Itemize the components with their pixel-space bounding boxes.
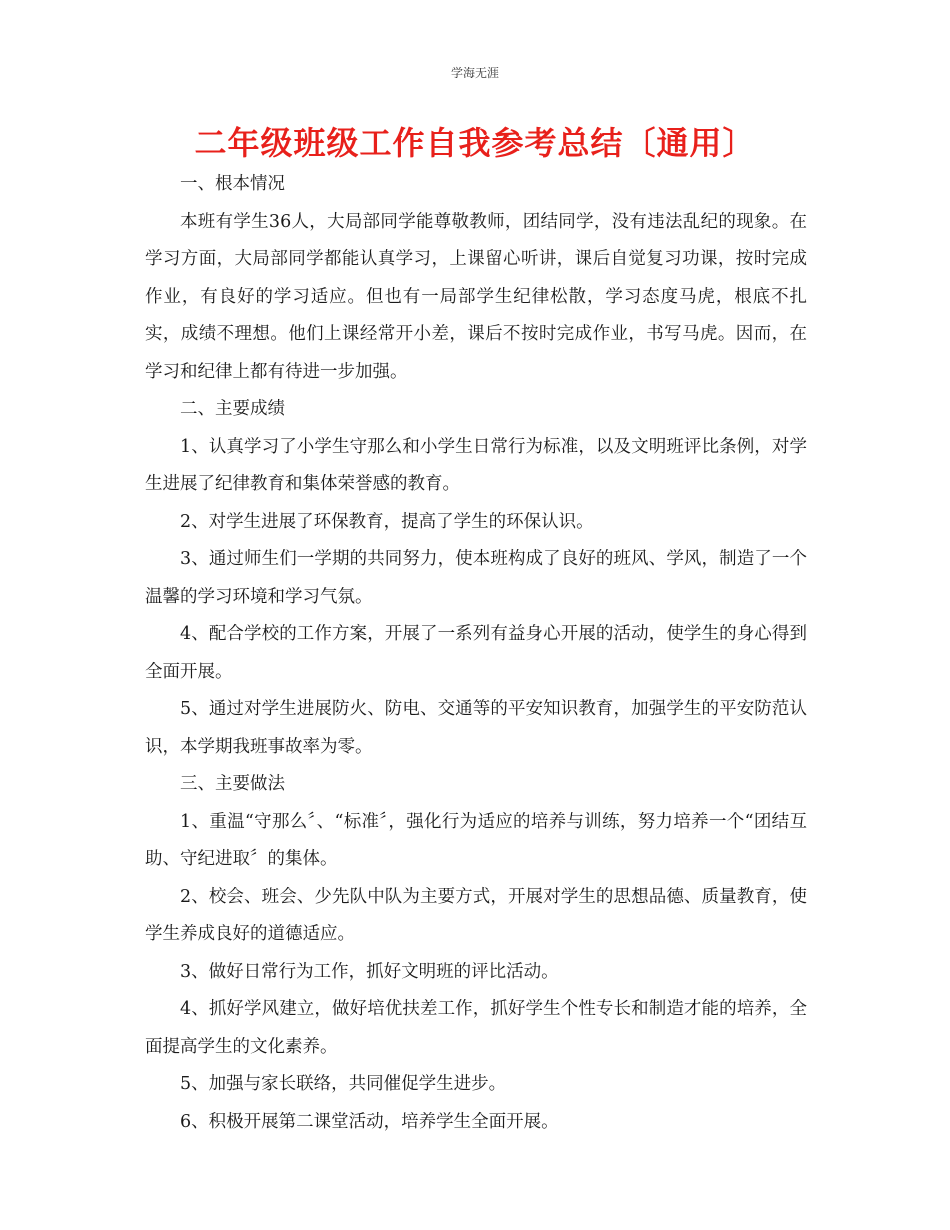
- method-item-4: 4、抓好学风建立，做好培优扶差工作，抓好学生个性专长和制造才能的培养，全面提高学生的文化素养。: [145, 999, 807, 1057]
- method-item-5: 5、加强与家长联络，共同催促学生进步。: [180, 1074, 507, 1094]
- achievement-item-2: 2、对学生进展了环保教育，提高了学生的环保认识。: [180, 511, 594, 532]
- section-heading-main-achievements: 二、主要成绩: [180, 399, 285, 419]
- achievement-item-5: 5、通过对学生进展防火、防电、交通等的平安知识教育，加强学生的平安防范认识，本学期我班事故率为零。: [145, 699, 807, 757]
- method-item-3: 3、做好日常行为工作，抓好文明班的评比活动。: [180, 961, 559, 982]
- paragraph-class-overview: 本班有学生36人，大局部同学能尊敬教师，团结同学，没有违法乱纪的现象。在学习方面，大局部同学都能认真学习，上课留心听讲，课后自觉复习功课，按时完成作业，有良好的学习适应。但也有一局部学生纪律松散，学习态度马虎，根底不扎实，成绩不理想。他们上课经常开小差，课后不按时完成作业，书写马虎。因而，在学习和纪律上都有待进一步加强。: [145, 211, 807, 382]
- section-heading-basic-situation: 一、根本情况: [180, 174, 285, 194]
- method-item-1: 1、重温“守那么〞、“标准〞，强化行为适应的培养与训练，努力培养一个“团结互助、守纪进取〞的集体。: [145, 811, 807, 869]
- achievement-item-3: 3、通过师生们一学期的共同努力，使本班构成了良好的班风、学风，制造了一个温馨的学习环境和学习气氛。: [145, 549, 807, 607]
- achievement-item-1: 1、认真学习了小学生守那么和小学生日常行为标准，以及文明班评比条例，对学生进展了纪律教育和集体荣誉感的教育。: [145, 436, 807, 494]
- document-title: 二年级班级工作自我参考总结〔通用〕: [194, 124, 756, 162]
- section-heading-main-methods: 三、主要做法: [180, 774, 285, 794]
- method-item-2: 2、校会、班会、少先队中队为主要方式，开展对学生的思想品德、质量教育，使学生养成良好的道德适应。: [145, 886, 807, 944]
- achievement-item-4: 4、配合学校的工作方案，开展了一系列有益身心开展的活动，使学生的身心得到全面开展。: [145, 624, 807, 682]
- method-item-6: 6、积极开展第二课堂活动，培养学生全面开展。: [180, 1111, 559, 1132]
- page-header: 学海无涯: [450, 66, 499, 80]
- document-body: [145, 166, 807, 1141]
